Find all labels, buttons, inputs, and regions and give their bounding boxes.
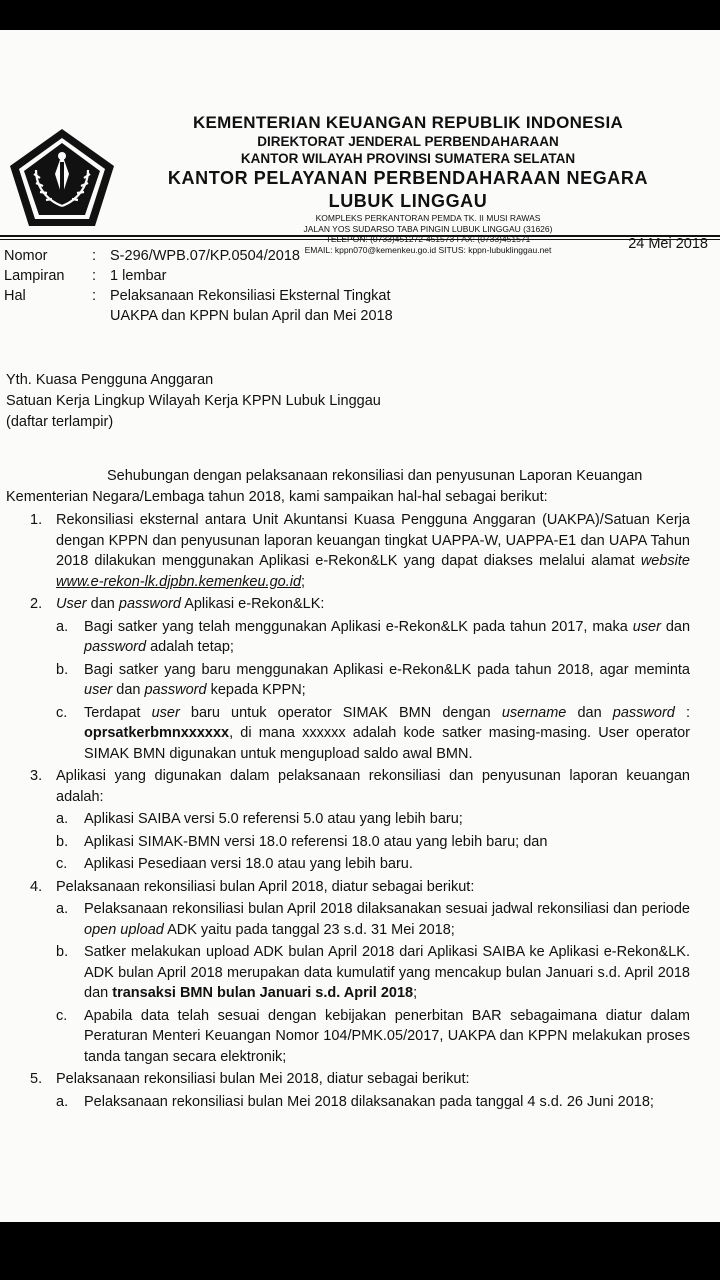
letterhead-office: KANTOR PELAYANAN PERBENDAHARAAN NEGARA — [167, 168, 649, 188]
opening-line1: Sehubungan dengan pelaksanaan rekonsiliasi dan penyusunan Laporan Keuangan — [107, 468, 643, 484]
meta-colon: : — [92, 268, 97, 284]
letter-body — [0, 466, 720, 1114]
letterhead-ministry: KEMENTERIAN KEUANGAN REPUBLIK INDONESIA — [192, 113, 624, 132]
opening-line2: Kementerian Negara/Lembaga tahun 2018, kami sampaikan hal-hal sebagai berikut: — [6, 488, 548, 505]
list-item-2a: a. Bagi satker yang telah menggunakan Aplikasi e-Rekon&LK pada tahun 2017, maka user dan password adalah tetap; — [56, 618, 691, 655]
meta-hal-value-line1: Pelaksanaan Rekonsiliasi Eksternal Tingkat — [110, 288, 391, 304]
letterhead-divider-thick — [0, 235, 720, 237]
letterhead-phone: TELEPON: (0733)451272-451573 FAX: (0733)451571 — [325, 234, 531, 244]
letterhead-address1: KOMPLEKS PERKANTORAN PEMDA TK. II MUSI RAWAS — [315, 213, 541, 223]
meta-nomor-label: Nomor — [4, 248, 48, 264]
list-item-4c: c. Apabila data telah sesuai dengan kebijakan penerbitan BAR sebagaimana diatur dalam Peraturan Menteri Keuangan Nomor 104/PMK.05/2017, UAKPA dan KPPN melakukan proses tanda tangan secara elektronik; — [56, 1007, 690, 1065]
list-item-4a: a. Pelaksanaan rekonsiliasi bulan April 2018 dilaksanakan sesuai jadwal rekonsiliasi dan periode open upload ADK yaitu pada tanggal 23 s.d. 31 Mei 2018; — [56, 901, 690, 938]
list-item-2: 2. User dan password Aplikasi e-Rekon&LK: — [30, 596, 325, 612]
list-item-5: 5. Pelaksanaan rekonsiliasi bulan Mei 2018, diatur sebagai berikut: — [30, 1071, 470, 1087]
list-item-3b: b. Aplikasi SIMAK-BMN versi 18.0 referensi 18.0 atau yang lebih baru; dan — [56, 833, 548, 850]
list-item-5a: a. Pelaksanaan rekonsiliasi bulan Mei 2018 dilaksanakan pada tanggal 4 s.d. 26 Juni 2018; — [56, 1093, 654, 1110]
ministry-of-finance-emblem-icon — [6, 126, 118, 230]
list-item-4: 4. Pelaksanaan rekonsiliasi bulan April 2018, diatur sebagai berikut: — [30, 878, 475, 895]
addressee-line2: Satuan Kerja Lingkup Wilayah Kerja KPPN Lubuk Linggau — [6, 393, 381, 409]
meta-hal-label: Hal — [4, 288, 26, 304]
list-item-1: 1. Rekonsiliasi eksternal antara Unit Akuntansi Kuasa Pengguna Anggaran (UAKPA)/Satuan Kerja dengan KPPN dan penyusunan laporan keuangan tingkat UAPPA-W, UAPPA-E1 dan UAPA Tahun 2018 dilakukan menggunakan Aplikasi e-Rekon&LK yang dapat diakses melalui alamat website www.e-rekon-lk.djpbn.kemenkeu.go.id; — [30, 512, 690, 590]
list-item-3a: a. Aplikasi SAIBA versi 5.0 referensi 5.0 atau yang lebih baru; — [56, 811, 463, 827]
list-item-4b: b. Satker melakukan upload ADK bulan April 2018 dari Aplikasi SAIBA ke Aplikasi e-Rekon&LK. ADK bulan April 2018 merupakan data kumulatif yang mencakup bulan Januari s.d. April 2018 dan transaksi BMN bulan Januari s.d. April 2018; — [56, 944, 690, 1001]
addressee-line1: Yth. Kuasa Pengguna Anggaran — [6, 372, 214, 388]
meta-lampiran-label: Lampiran — [4, 268, 65, 284]
letterhead-directorate: DIREKTORAT JENDERAL PERBENDAHARAAN — [257, 134, 559, 149]
list-item-3: 3. Aplikasi yang digunakan dalam pelaksanaan rekonsiliasi dan penyusunan laporan keuangan adalah: — [30, 768, 690, 805]
list-item-2b: b. Bagi satker yang baru menggunakan Aplikasi e-Rekon&LK pada tahun 2018, agar meminta user dan password kepada KPPN; — [56, 661, 690, 698]
meta-colon: : — [92, 288, 97, 304]
meta-nomor-value: S-296/WPB.07/KP.0504/2018 — [110, 248, 300, 264]
letterhead — [128, 112, 688, 255]
letterhead-city: LUBUK LINGGAU — [328, 191, 488, 211]
letter-page — [0, 30, 720, 1222]
letterhead-regional-office: KANTOR WILAYAH PROVINSI SUMATERA SELATAN — [240, 151, 576, 166]
addressee — [6, 370, 381, 433]
letterhead-email: EMAIL: kppn070@kemenkeu.go.id SITUS: kppn-lubuklinggau.net — [304, 244, 552, 255]
e-rekon-website-link[interactable]: www.e-rekon-lk.djpbn.kemenkeu.go.id — [56, 573, 302, 590]
meta-lampiran-value: 1 lembar — [110, 268, 167, 284]
letterhead-address2: JALAN YOS SUDARSO TABA PINGIN LUBUK LINGGAU (31626) — [303, 223, 553, 234]
addressee-line3: (daftar terlampir) — [6, 414, 114, 430]
letter-date: 24 Mei 2018 — [628, 236, 708, 252]
list-item-3c: c. Aplikasi Pesediaan versi 18.0 atau yang lebih baru. — [56, 856, 413, 872]
meta-hal-value-line2: UAKPA dan KPPN bulan April dan Mei 2018 — [110, 308, 393, 324]
meta-colon: : — [92, 248, 97, 264]
list-item-2c: c. Terdapat user baru untuk operator SIMAK BMN dengan username dan password : oprsatkerbmnxxxxxx, di mana xxxxxx adalah kode satker masing-masing. User operator SIMAK BMN digunakan untuk mengupload saldo awal BMN. — [56, 704, 691, 762]
letterhead-divider-thin — [0, 239, 720, 240]
